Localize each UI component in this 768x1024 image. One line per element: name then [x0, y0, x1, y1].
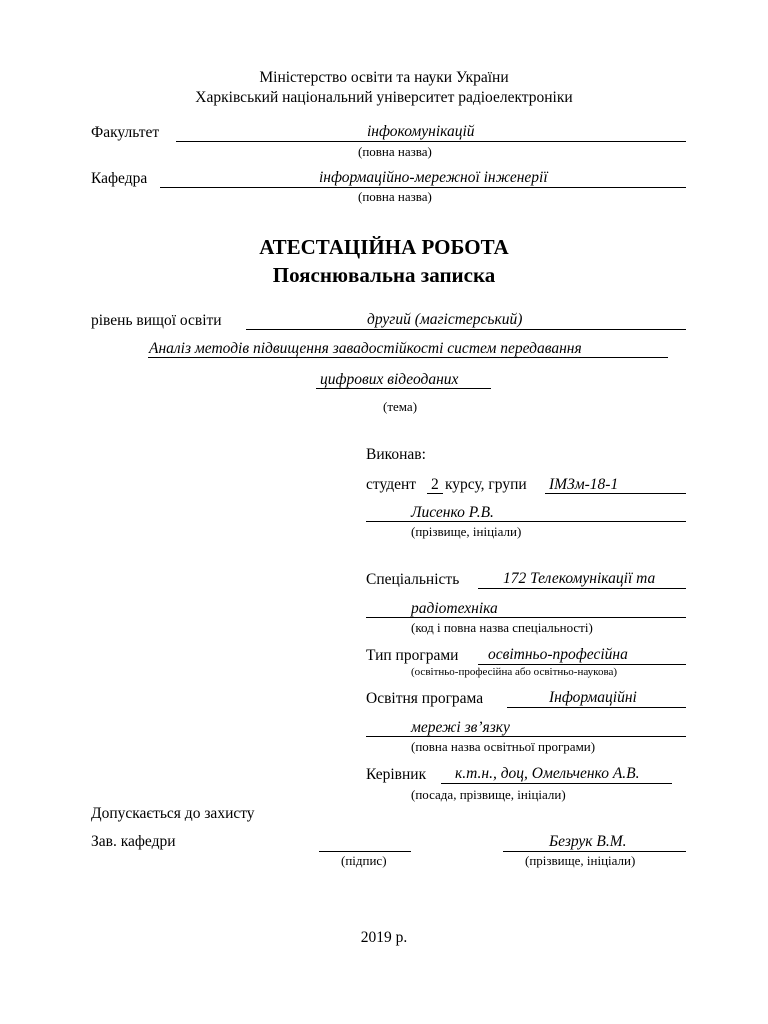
program-type-underline — [478, 664, 686, 665]
head-name-underline — [503, 851, 686, 852]
supervisor-underline — [441, 783, 672, 784]
specialty-hint: (код і повна назва спеціальності) — [411, 620, 593, 635]
done-by-label: Виконав: — [366, 446, 426, 463]
admitted-label: Допускається до захисту — [91, 805, 255, 822]
program-type-label: Тип програми — [366, 647, 459, 664]
specialty-value-1: 172 Телекомунікації та — [503, 570, 656, 587]
faculty-underline — [176, 141, 686, 142]
program-type-value: освітньо-професійна — [488, 646, 628, 663]
group-value: ІМЗм-18-1 — [549, 476, 619, 493]
signature-hint: (підпис) — [341, 853, 387, 868]
specialty-value-2: радіотехніка — [411, 600, 498, 617]
specialty-label: Спеціальність — [366, 571, 460, 588]
year: 2019 р. — [360, 929, 408, 946]
student-name: Лисенко Р.В. — [411, 504, 494, 521]
department-value: інформаційно-мережної інженерії — [319, 169, 548, 186]
department-hint: (повна назва) — [358, 189, 432, 204]
supervisor-label: Керівник — [366, 766, 427, 783]
faculty-value: інфокомунікацій — [367, 123, 475, 140]
edu-program-value-2: мережі зв’язку — [411, 719, 510, 736]
department-label: Кафедра — [91, 170, 148, 187]
faculty-label: Факультет — [91, 124, 160, 141]
topic-line-1: Аналіз методів підвищення завадостійкості систем передавання — [149, 340, 582, 357]
ministry-name: Міністерство освіти та науки України — [259, 69, 509, 86]
supervisor-hint: (посада, прізвище, ініціали) — [411, 787, 566, 802]
student-name-hint: (прізвище, ініціали) — [411, 524, 522, 539]
specialty-underline-1 — [478, 588, 686, 589]
faculty-hint: (повна назва) — [358, 144, 432, 159]
head-name-hint: (прізвище, ініціали) — [525, 853, 636, 868]
department-underline — [160, 187, 686, 188]
head-name: Безрук В.М. — [549, 833, 627, 850]
topic-hint: (тема) — [383, 399, 418, 414]
document-subtitle: Пояснювальна записка — [272, 263, 496, 287]
level-value: другий (магістерський) — [367, 311, 523, 328]
student-label: студент — [366, 476, 417, 493]
edu-program-hint: (повна назва освітньої програми) — [411, 739, 596, 754]
course-number: 2 — [431, 476, 439, 493]
level-underline — [246, 329, 686, 330]
edu-program-value-1: Інформаційні — [549, 689, 637, 706]
topic-line-2: цифрових відеоданих — [320, 371, 459, 388]
edu-program-underline-1 — [507, 707, 686, 708]
edu-program-label: Освітня програма — [366, 690, 484, 707]
university-name: Харківський національний університет радіоелектроніки — [195, 89, 573, 106]
course-suffix: курсу, групи — [445, 476, 527, 493]
signature-line — [319, 851, 411, 852]
document-title: АТЕСТАЦІЙНА РОБОТА — [259, 235, 509, 259]
level-label: рівень вищої освіти — [91, 312, 222, 329]
head-label: Зав. кафедри — [91, 833, 176, 850]
program-type-hint: (освітньо-професійна або освітньо-наукова) — [411, 666, 618, 678]
supervisor-value: к.т.н., доц, Омельченко А.В. — [455, 765, 640, 782]
